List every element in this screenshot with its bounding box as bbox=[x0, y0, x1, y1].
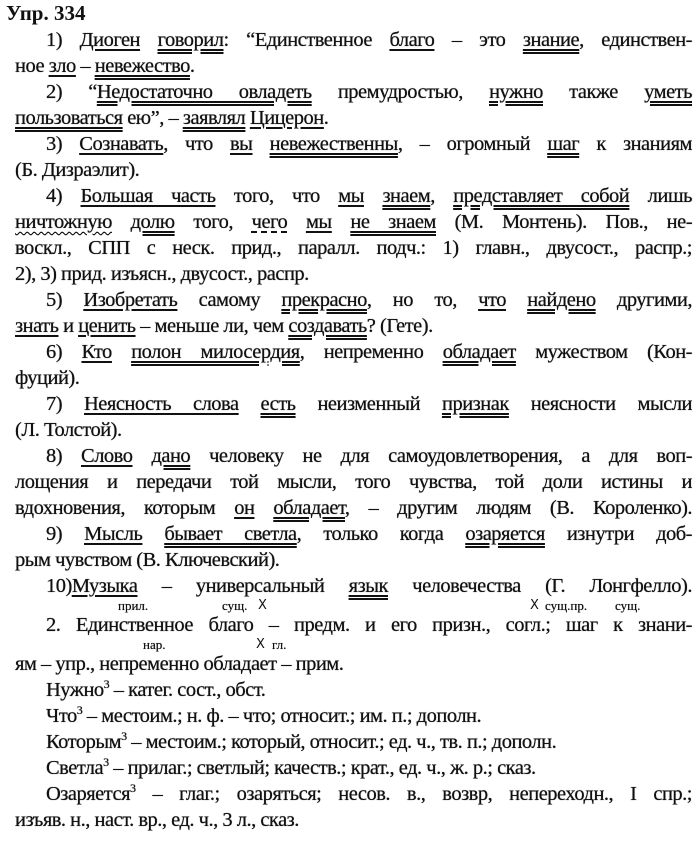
footnote-mark: 3 bbox=[103, 677, 110, 692]
text-segment: . bbox=[323, 107, 329, 129]
text-segment bbox=[287, 211, 306, 233]
text-segment: неясности мысли bbox=[508, 393, 693, 415]
subject-word: Цицерон bbox=[249, 107, 324, 129]
footnote-mark: 3 bbox=[130, 781, 136, 796]
text-segment: 2) “ bbox=[46, 81, 97, 103]
text-line bbox=[46, 574, 692, 598]
text-segment: ею”, – bbox=[122, 107, 183, 129]
subject-word: Мысль bbox=[84, 523, 143, 545]
text-segment: ям – упр., непременно обладает – прим. bbox=[15, 653, 344, 675]
text-segment: – это bbox=[434, 29, 523, 51]
text-line bbox=[15, 808, 692, 832]
text-segment bbox=[112, 341, 131, 363]
predicate-word: Недостаточно овладеть bbox=[96, 81, 312, 103]
predicate-word: дано bbox=[151, 445, 191, 467]
text-line bbox=[15, 54, 692, 78]
predicate-word: долю bbox=[130, 211, 175, 233]
text-segment: 4) bbox=[46, 185, 81, 207]
text-segment: 7) bbox=[46, 393, 84, 415]
footnote-mark: 3 bbox=[121, 729, 127, 744]
text-segment: также bbox=[542, 81, 645, 103]
text-line bbox=[46, 704, 692, 728]
text-segment: (М. Монтень). Пов., не- bbox=[435, 211, 693, 233]
exercise-title: Упр. 334 bbox=[6, 1, 86, 25]
text-segment: 3) bbox=[46, 133, 80, 155]
subject-word: ценить bbox=[78, 315, 136, 337]
text-line bbox=[46, 613, 692, 637]
predicate-word: есть bbox=[260, 393, 296, 415]
text-segment: премудростью, bbox=[311, 81, 490, 103]
text-segment bbox=[132, 445, 151, 467]
text-segment: – прилаг.; светлый; качеств.; крат., ед. ч., ж. р.; сказ. bbox=[108, 757, 536, 779]
text-segment: , только когда bbox=[296, 523, 466, 545]
subject-word: вы bbox=[230, 133, 253, 155]
text-segment: 9) bbox=[46, 523, 85, 545]
predicate-word: заявлял bbox=[182, 107, 246, 129]
text-line bbox=[46, 444, 692, 468]
text-segment: изъяв. н., наст. вр., ед. ч., 3 л., сказ. bbox=[15, 809, 299, 831]
text-segment: 6) bbox=[46, 341, 82, 363]
text-segment: воскл., СПП с неск. прид., паралл. подч.: 1) главн., двусост., распр.; bbox=[15, 237, 692, 259]
text-line bbox=[15, 314, 692, 338]
subject-word: мы bbox=[305, 211, 332, 233]
text-segment bbox=[252, 133, 269, 155]
object-word: чего bbox=[251, 211, 288, 233]
text-segment: ное bbox=[15, 55, 49, 77]
text-segment: , – другим людям (В. Короленко). bbox=[344, 497, 693, 519]
subject-word: Сознавать bbox=[79, 133, 164, 155]
footnote-mark: 3 bbox=[103, 755, 109, 770]
annotation-adj: прил. bbox=[118, 598, 149, 613]
text-segment: изнутри доб- bbox=[544, 523, 693, 545]
text-segment: человеку не для самоудовлетворения, а для воп- bbox=[190, 445, 693, 467]
subject-word: Изобретать bbox=[83, 289, 178, 311]
subject-word: Кто bbox=[81, 341, 112, 363]
text-line bbox=[46, 184, 692, 208]
predicate-word: представляет собой bbox=[453, 185, 630, 207]
text-line bbox=[46, 392, 692, 416]
subject-word: он bbox=[234, 497, 255, 519]
text-line bbox=[15, 262, 692, 286]
subject-word: Слово bbox=[81, 445, 133, 467]
text-line bbox=[46, 678, 692, 702]
predicate-word: обладает bbox=[442, 341, 516, 363]
text-segment: Что bbox=[46, 705, 77, 727]
text-line bbox=[46, 730, 692, 754]
cross-mark: X bbox=[258, 598, 267, 613]
subject-word: Неясность слова bbox=[84, 393, 239, 415]
text-segment: ? (Гете). bbox=[366, 315, 433, 337]
annotation-noun: сущ. bbox=[615, 598, 641, 613]
text-segment: Которым bbox=[46, 731, 122, 753]
text-line bbox=[46, 756, 692, 780]
text-segment bbox=[112, 211, 131, 233]
text-segment: лишь bbox=[629, 185, 693, 207]
predicate-word: прекрасно bbox=[281, 289, 367, 311]
text-segment: к знаниям bbox=[579, 133, 693, 155]
predicate-word: невежество bbox=[94, 55, 190, 77]
footnote-mark: 3 bbox=[76, 703, 83, 718]
text-segment: : “Единственное bbox=[223, 29, 390, 51]
text-line bbox=[46, 132, 692, 156]
predicate-word: пользоваться bbox=[15, 107, 123, 129]
text-segment bbox=[142, 523, 164, 545]
predicate-word: полон милосердия bbox=[131, 341, 300, 363]
text-segment: (Л. Толстой). bbox=[15, 419, 122, 441]
predicate-word: шаг bbox=[547, 133, 580, 155]
text-segment: – универсальный bbox=[137, 575, 349, 597]
text-segment: того, bbox=[174, 211, 252, 233]
text-segment: – катег. сост., обст. bbox=[109, 679, 266, 701]
text-line bbox=[15, 548, 692, 572]
text-segment: фуций). bbox=[15, 367, 80, 389]
text-line bbox=[46, 80, 692, 104]
text-segment bbox=[506, 289, 527, 311]
subject-word: зло bbox=[48, 55, 76, 77]
predicate-word: признак bbox=[441, 393, 509, 415]
attribute-word: ничтожную bbox=[15, 211, 112, 233]
text-line bbox=[46, 782, 692, 806]
text-segment: другими, bbox=[595, 289, 692, 311]
subject-word: благо bbox=[389, 29, 435, 51]
predicate-word: нужно bbox=[489, 81, 543, 103]
text-segment bbox=[239, 393, 261, 415]
text-line bbox=[15, 210, 692, 234]
text-segment: – местоим.; который, относит.; ед. ч., тв. п.; дополн. bbox=[126, 731, 557, 753]
text-segment: 1) bbox=[46, 29, 80, 51]
predicate-word: знание bbox=[522, 29, 580, 51]
text-segment: , единствен- bbox=[579, 29, 693, 51]
text-line bbox=[15, 366, 692, 390]
subject-word: Диоген bbox=[79, 29, 141, 51]
text-segment: , – огромный bbox=[397, 133, 548, 155]
predicate-word: знаем bbox=[382, 185, 431, 207]
text-segment: , что bbox=[163, 133, 230, 155]
text-segment: 2. Единственное благо – предм. и его призн., согл.; шаг к знани- bbox=[46, 614, 692, 636]
subject-word: мы bbox=[338, 185, 364, 207]
annotation-adverb: нар. bbox=[143, 637, 166, 652]
annotation-proper-noun: сущ.пр. bbox=[545, 598, 588, 613]
annotation-verb: гл. bbox=[272, 637, 287, 652]
predicate-word: бывает светла bbox=[164, 523, 297, 545]
text-segment bbox=[332, 211, 351, 233]
text-segment: 8) bbox=[46, 445, 82, 467]
text-segment: 2), 3) прид. изъясн., двусост., распр. bbox=[15, 263, 309, 285]
text-segment: того, что bbox=[215, 185, 339, 207]
text-segment: – меньше ли, чем bbox=[135, 315, 289, 337]
text-segment bbox=[254, 497, 273, 519]
text-segment: Нужно bbox=[46, 679, 104, 701]
text-segment: 10) bbox=[46, 575, 72, 597]
text-line bbox=[15, 158, 692, 182]
text-line bbox=[46, 288, 692, 312]
text-segment: (Б. Дизраэлит). bbox=[15, 159, 140, 181]
text-segment: , но то, bbox=[366, 289, 479, 311]
predicate-word: язык bbox=[348, 575, 388, 597]
text-line bbox=[15, 418, 692, 442]
text-segment: лощения и передачи той мысли, того чувства, той доли истины и bbox=[15, 471, 692, 493]
text-line bbox=[46, 28, 692, 52]
text-segment: – местоим.; н. ф. – что; относит.; им. п.; дополн. bbox=[82, 705, 482, 727]
subject-word: знать bbox=[15, 315, 59, 337]
text-segment: Озаряется bbox=[46, 783, 131, 805]
subject-word: Большая часть bbox=[80, 185, 216, 207]
text-segment: , непременно bbox=[299, 341, 443, 363]
predicate-word: невежественны bbox=[269, 133, 398, 155]
annotation-noun: сущ. bbox=[222, 598, 248, 613]
predicate-word: говорил bbox=[157, 29, 224, 51]
text-segment: Светла bbox=[46, 757, 104, 779]
predicate-word: озаряется bbox=[465, 523, 545, 545]
text-segment: вдохновения, которым bbox=[15, 497, 235, 519]
text-line bbox=[15, 236, 692, 260]
text-segment: мужеством (Кон- bbox=[515, 341, 693, 363]
text-line bbox=[15, 496, 692, 520]
text-segment: , bbox=[430, 185, 454, 207]
text-line bbox=[15, 106, 692, 130]
subject-word: что bbox=[478, 289, 506, 311]
text-segment: – глаг.; озаряться; несов. в., возвр, непереходн., I спр.; bbox=[135, 783, 692, 805]
cross-mark: X bbox=[530, 598, 539, 613]
text-segment: – bbox=[75, 55, 95, 77]
text-segment: рым чувством (В. Ключевский). bbox=[15, 549, 280, 571]
predicate-word: не знаем bbox=[350, 211, 436, 233]
text-line bbox=[46, 340, 692, 364]
text-segment: 5) bbox=[46, 289, 84, 311]
text-segment: самому bbox=[177, 289, 282, 311]
predicate-word: обладает bbox=[273, 497, 345, 519]
text-line bbox=[46, 522, 692, 546]
text-segment: неизменный bbox=[295, 393, 442, 415]
cross-mark: X bbox=[256, 637, 265, 652]
subject-word: Музыка bbox=[71, 575, 138, 597]
text-segment: и bbox=[58, 315, 79, 337]
text-line bbox=[15, 652, 692, 676]
predicate-word: уметь bbox=[644, 81, 692, 103]
text-line bbox=[15, 470, 692, 494]
predicate-word: найдено bbox=[527, 289, 596, 311]
predicate-word: создавать bbox=[288, 315, 367, 337]
text-segment bbox=[140, 29, 158, 51]
text-segment: человечества (Г. Лонгфелло). bbox=[387, 575, 692, 597]
text-segment bbox=[364, 185, 382, 207]
text-segment: . bbox=[189, 55, 195, 77]
